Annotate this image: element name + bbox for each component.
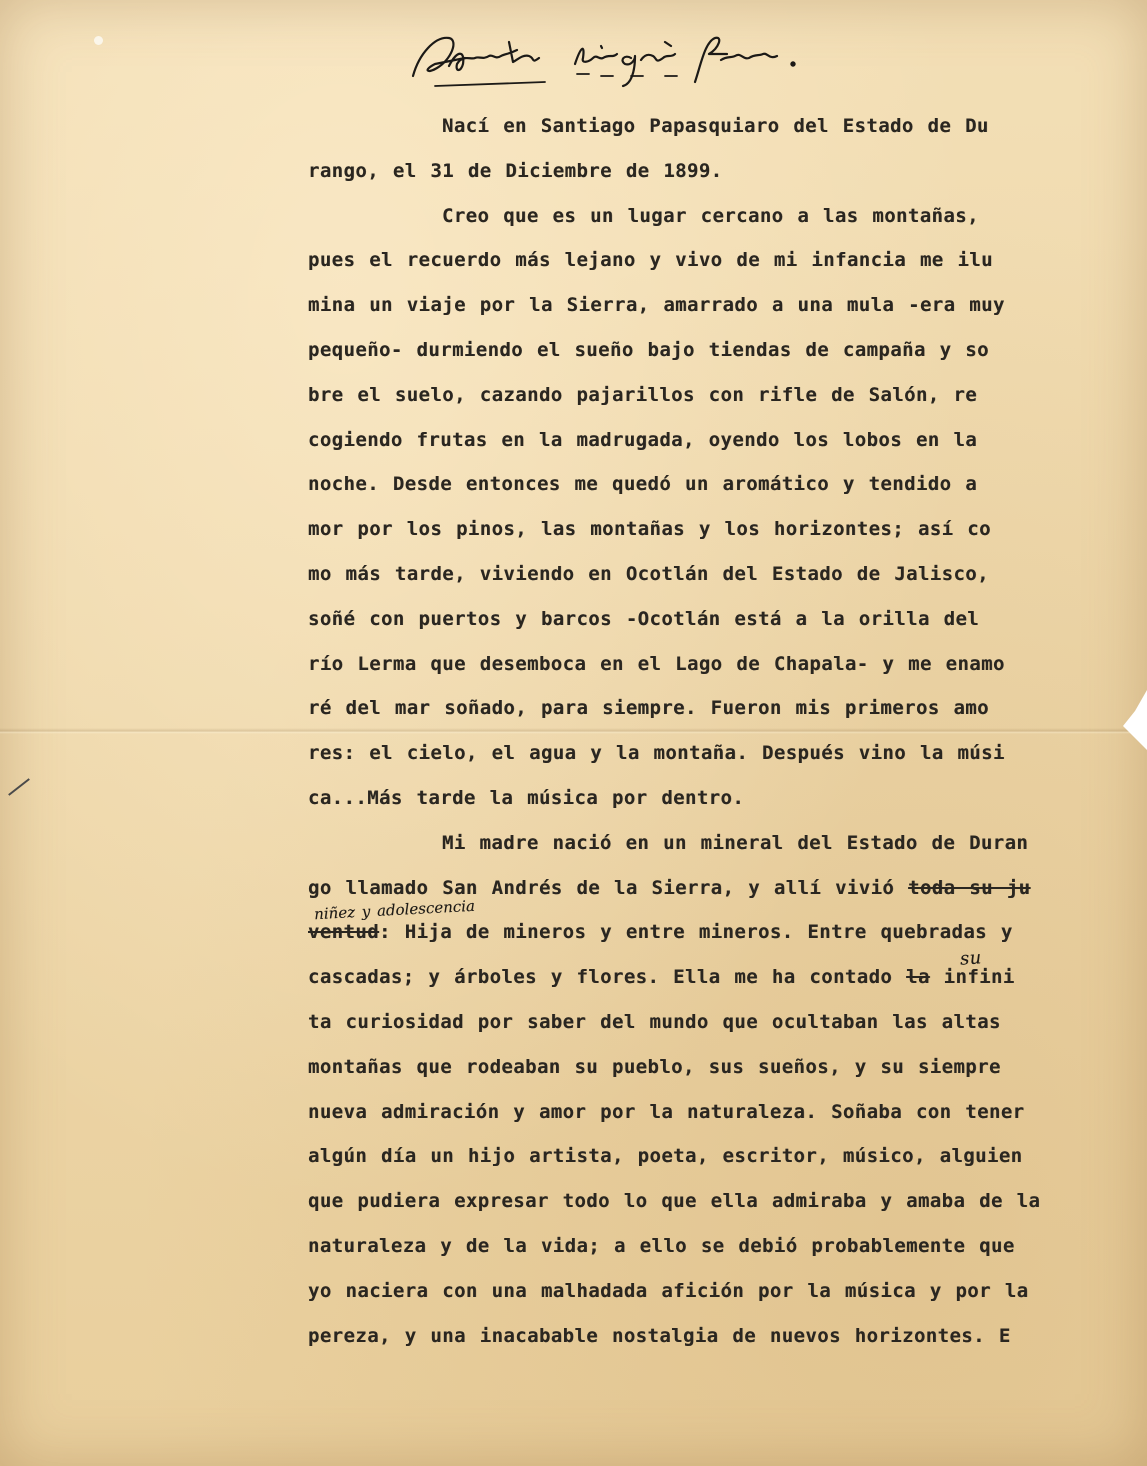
text-line: [308, 947, 1118, 1004]
text-line: [308, 897, 1118, 959]
text-span: infini: [929, 966, 1015, 989]
punch-hole: [94, 36, 103, 45]
text-span: go llamado San Andrés de la Sierra, y allí vivió: [308, 876, 909, 899]
text-line: río Lerma que desemboca en el Lago de Chapala- y me enamo: [308, 652, 1005, 675]
text-line: algún día un hijo artista, poeta, escritor, músico, alguien: [308, 1145, 1023, 1168]
struck-text: toda su ju: [908, 876, 1031, 899]
text-line: pereza, y una inacabable nostalgia de nuevos horizontes. E: [308, 1324, 1011, 1347]
handwritten-insert: niñez y adolescencia: [313, 897, 476, 924]
text-line: naturaleza y de la vida; a ello se debió probablemente que: [308, 1234, 1015, 1257]
text-line: pues el recuerdo más lejano y vivo de mi infancia me ilu: [308, 249, 993, 272]
text-line: noche. Desde entonces me quedó un aromático y tendido a: [308, 473, 978, 496]
text-line: Mi madre nació en un mineral del Estado de Duran: [442, 831, 1029, 854]
text-span: : Hija de mineros y entre mineros. Entre quebradas y: [379, 921, 1013, 944]
typed-text-body: [308, 108, 1118, 1362]
text-line: yo naciera con una malhadada afición por la música y por la: [308, 1279, 1029, 1302]
text-line: mo más tarde, viviendo en Ocotlán del Estado de Jalisco,: [308, 562, 989, 585]
text-span: cascadas; y árboles y flores. Ella me ha contado: [308, 966, 907, 989]
text-line: mina un viaje por la Sierra, amarrado a una mula -era muy: [308, 294, 1005, 317]
text-line: soñé con puertos y barcos -Ocotlán está a la orilla del: [308, 607, 980, 630]
text-line: ré del mar soñado, para siempre. Fueron mis primeros amo: [308, 697, 989, 720]
text-line: Creo que es un lugar cercano a las montañas,: [442, 204, 979, 227]
text-line: ta curiosidad por saber del mundo que ocultaban las altas: [308, 1010, 1001, 1033]
text-line: montañas que rodeaban su pueblo, sus sueños, y su siempre: [308, 1055, 1001, 1078]
struck-text: ventud: [308, 921, 380, 944]
text-line: nueva admiración y amor por la naturaleza. Soñaba con tener: [308, 1100, 1025, 1123]
torn-edge: [1117, 690, 1147, 750]
text-line: mor por los pinos, las montañas y los horizontes; así co: [308, 518, 991, 541]
text-line: res: el cielo, el agua y la montaña. Después vino la músi: [308, 742, 1005, 765]
text-line: bre el suelo, cazando pajarillos con rifle de Salón, re: [308, 383, 978, 406]
handwritten-title: [405, 24, 805, 94]
margin-tick-mark: [8, 778, 30, 796]
text-line: cogiendo frutas en la madrugada, oyendo los lobos en la: [308, 428, 978, 451]
handwritten-correction: su: [959, 947, 983, 970]
text-line: pequeño- durmiendo el sueño bajo tiendas de campaña y so: [308, 338, 989, 361]
text-line: Nací en Santiago Papasquiaro del Estado de Du: [442, 115, 989, 137]
text-line: ca...Más tarde la música por dentro.: [308, 786, 745, 809]
text-line: que pudiera expresar todo lo que ella admiraba y amaba de la: [308, 1190, 1041, 1213]
text-line: rango, el 31 de Diciembre de 1899.: [308, 159, 723, 182]
struck-text: la: [906, 966, 930, 989]
